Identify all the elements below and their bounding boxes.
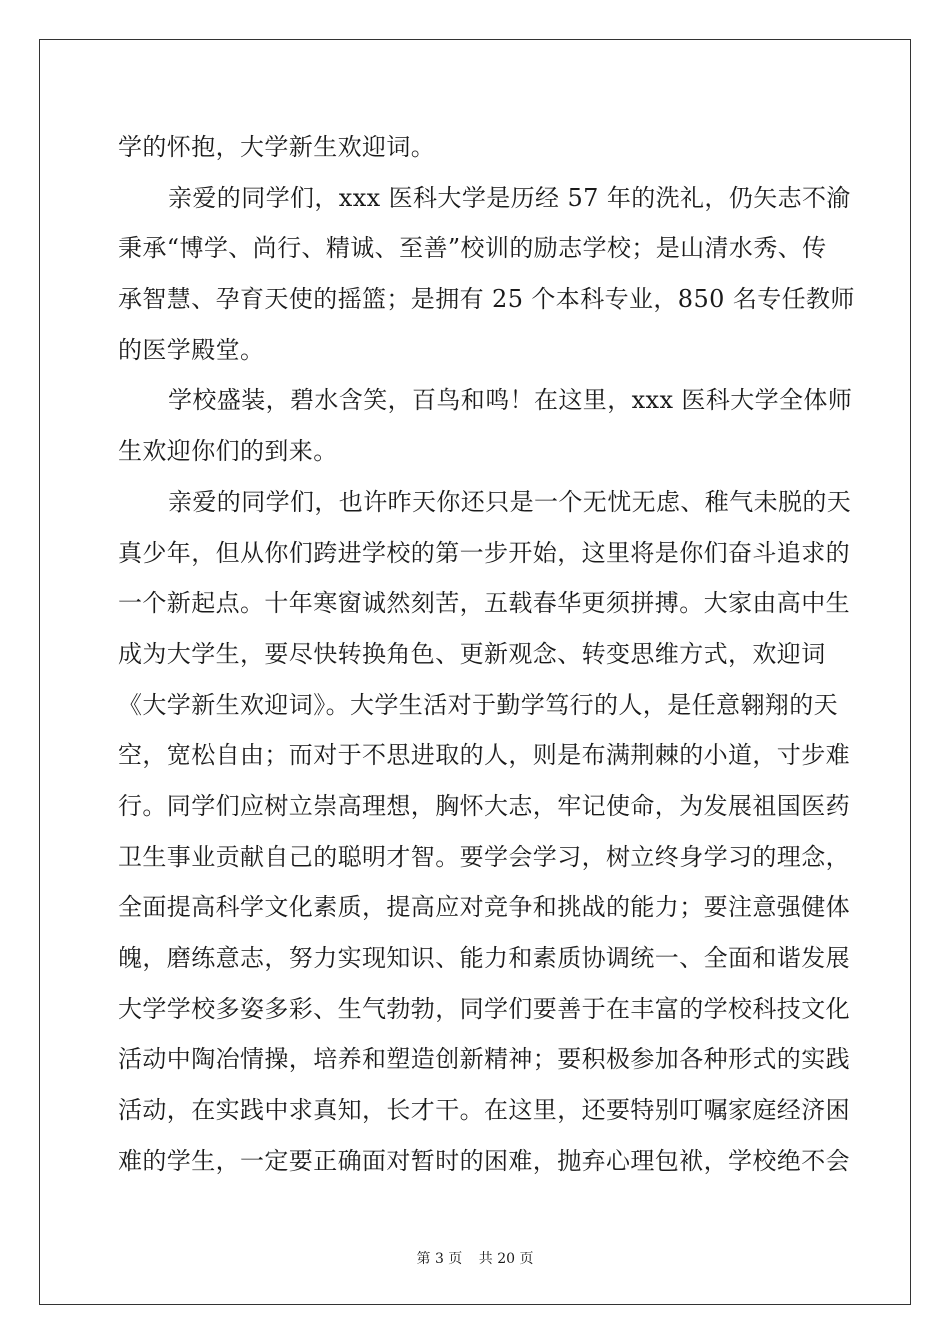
page-total: 共 20 页 [478, 1251, 534, 1267]
text-line: 大学学校多姿多彩、生气勃勃，同学们要善于在丰富的学校科技文化 [118, 994, 850, 1023]
text-line: 空，宽松自由；而对于不思进取的人，则是布满荆棘的小道，寸步难 [118, 741, 850, 770]
text-line: 承智慧、孕育天使的摇篮；是拥有 25 个本科专业，850 名专任教师 [118, 285, 855, 314]
text-line: 亲爱的同学们，也许昨天你还只是一个无忧无虑、稚气未脱的天 [168, 487, 852, 516]
text-line: 行。同学们应树立崇高理想，胸怀大志，牢记使命，为发展祖国医药 [118, 791, 850, 820]
text-line: 卫生事业贡献自己的聪明才智。要学会学习，树立终身学习的理念， [118, 842, 850, 871]
page-number: 第 3 页 [416, 1251, 463, 1267]
text-line: 一个新起点。十年寒窗诚然刻苦，五载春华更须拼搏。大家由高中生 [118, 589, 850, 618]
paragraph [118, 122, 833, 173]
text-line: 学的怀抱，大学新生欢迎词。 [118, 133, 436, 161]
paragraph [118, 173, 855, 376]
text-line: 魄，磨练意志，努力实现知识、能力和素质协调统一、全面和谐发展 [118, 944, 850, 972]
text-line: 的医学殿堂。 [118, 335, 265, 364]
text-line: 活动，在实践中求真知，长才干。在这里，还要特别叮嘱家庭经济困 [118, 1096, 850, 1125]
text-line: 学校盛装，碧水含笑，百鸟和鸣！在这里，xxx 医科大学全体师 [168, 386, 853, 415]
text-line: 活动中陶冶情操，培养和塑造创新精神；要积极参加各种形式的实践 [118, 1045, 850, 1074]
text-line: 全面提高科学文化素质，提高应对竞争和挑战的能力；要注意强健体 [118, 893, 850, 922]
paragraph [118, 477, 852, 1187]
text-line: 《大学新生欢迎词》。大学生活对于勤学笃行的人，是任意翱翔的天 [118, 690, 838, 719]
text-line: 难的学生，一定要正确面对暂时的困难，抛弃心理包袱，学校绝不会 [118, 1146, 850, 1175]
text-line: 真少年，但从你们跨进学校的第一步开始，这里将是你们奋斗追求的 [118, 538, 850, 567]
paragraph [118, 375, 853, 476]
text-line: 生欢迎你们的到来。 [118, 437, 338, 466]
document-body [118, 122, 855, 1186]
text-line: 成为大学生，要尽快转换角色、更新观念、转变思维方式，欢迎词 [118, 639, 826, 668]
text-line: 亲爱的同学们，xxx 医科大学是历经 57 年的洗礼，仍矢志不渝 [168, 183, 851, 212]
text-line: 秉承“博学、尚行、精诚、至善”校训的励志学校；是山清水秀、传 [118, 234, 827, 263]
page-footer [0, 1248, 950, 1268]
